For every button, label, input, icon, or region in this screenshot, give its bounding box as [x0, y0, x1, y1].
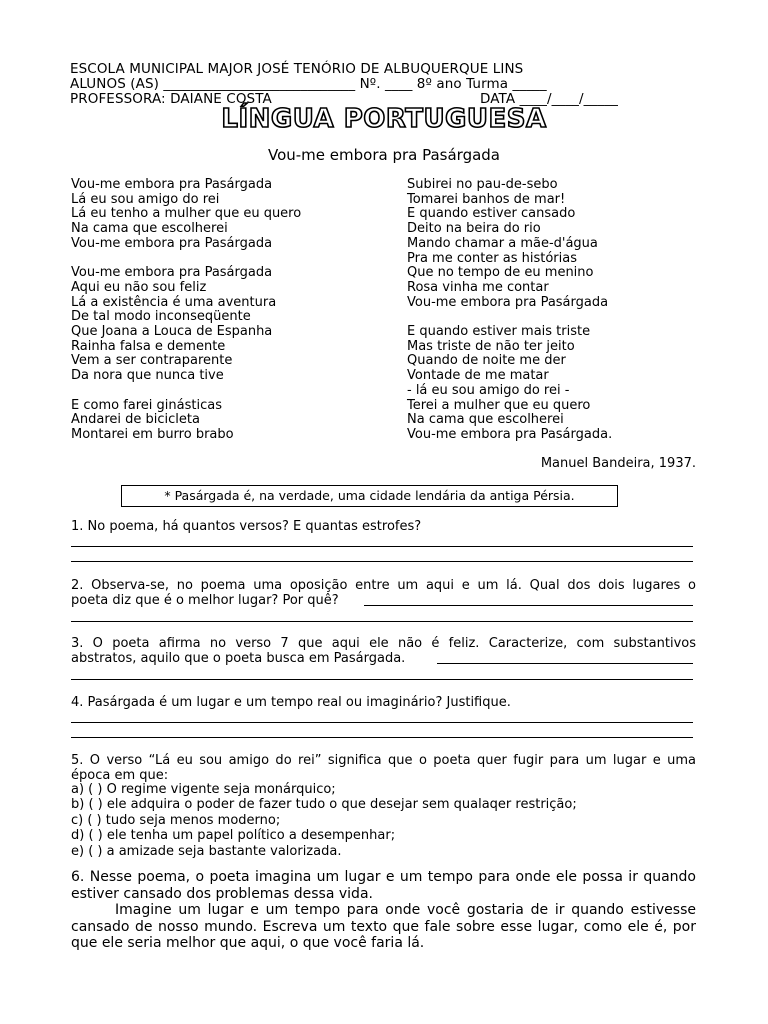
poem-verse: Lá eu tenho a mulher que eu quero: [71, 206, 302, 222]
answer-option[interactable]: b) ( ) ele adquira o poder de fazer tudo o que desejar sem qualaqer restrição;: [71, 797, 577, 813]
answer-line[interactable]: [437, 663, 693, 664]
answer-line[interactable]: [71, 561, 693, 562]
question-3-line-1: 3. O poeta afirma no verso 7 que aqui ele não é feliz. Caracterize, com substantivos: [71, 636, 696, 651]
teacher-name: PROFESSORA: DAIANE COSTA: [70, 91, 272, 107]
poem-verse: Subirei no pau-de-sebo: [407, 177, 558, 192]
poem-title: Vou-me embora pra Pasárgada: [267, 146, 501, 164]
poem-verse: Mando chamar a mãe-d'água: [407, 235, 598, 251]
poem-verse: Da nora que nunca tive: [71, 368, 224, 384]
question-5-options: [71, 782, 577, 859]
poem-verse: Que no tempo de eu menino: [407, 265, 594, 281]
answer-line[interactable]: [364, 605, 693, 606]
poem-author: Manuel Bandeira, 1937.: [540, 456, 696, 471]
answer-line[interactable]: [71, 737, 693, 738]
question-1: 1. No poema, há quantos versos? E quantas estrofes?: [71, 519, 422, 534]
poem-verse: E quando estiver cansado: [407, 206, 576, 222]
students-field: ALUNOS (AS) ____________________________ Nº. ____ 8º ano Turma _____: [70, 76, 547, 92]
poem-verse: Pra me conter as histórias: [407, 250, 578, 266]
answer-line[interactable]: [71, 679, 693, 680]
date-field: DATA ____/____/_____: [480, 91, 618, 107]
poem-verse: De tal modo inconseqüente: [71, 309, 251, 325]
question-3-line-2: abstratos, aquilo que o poeta busca em Pasárgada.: [71, 651, 406, 666]
stanza-gap: [71, 252, 301, 267]
poem-right-column: [407, 178, 612, 443]
page-title: LÍNGUA PORTUGUESA: [221, 104, 547, 134]
question-6-paragraph-2: Imagine um lugar e um tempo para onde você gostaria de ir quando estivesse cansado de nosso mundo. Escreva um texto que fale sobre esse lugar, como ele é, por que ele seria melhor que aqui, o que você faria lá.: [71, 902, 696, 951]
question-4: 4. Pasárgada é um lugar e um tempo real ou imaginário? Justifique.: [71, 695, 511, 710]
question-5-line-2: época em que:: [71, 768, 169, 783]
answer-option[interactable]: d) ( ) ele tenha um papel político a desempenhar;: [71, 828, 396, 844]
stanza-gap: [407, 310, 612, 325]
poem-verse: Lá eu sou amigo do rei: [71, 191, 220, 207]
poem-verse: Quando de noite me der: [407, 353, 566, 369]
poem-verse: Terei a mulher que eu quero: [407, 397, 591, 413]
poem-verse: Vem a ser contraparente: [71, 353, 233, 369]
poem-verse: Lá a existência é uma aventura: [71, 294, 277, 310]
question-6-paragraph-1: 6. Nesse poema, o poeta imagina um lugar e um tempo para onde ele possa ir quando estiver cansado dos problemas dessa vida.: [71, 869, 696, 902]
stanza-gap: [71, 384, 301, 399]
poem-verse: - lá eu sou amigo do rei -: [407, 382, 570, 398]
answer-line[interactable]: [71, 621, 693, 622]
footnote-box: * Pasárgada é, na verdade, uma cidade lendária da antiga Pérsia.: [121, 485, 618, 507]
poem-verse: Vou-me embora pra Pasárgada: [407, 294, 609, 310]
school-name: ESCOLA MUNICIPAL MAJOR JOSÉ TENÓRIO DE ALBUQUERQUE LINS: [70, 61, 524, 77]
poem-verse: Mas triste de não ter jeito: [407, 338, 575, 354]
poem-verse: Vou-me embora pra Pasárgada: [71, 235, 273, 251]
poem-verse: Na cama que escolherei: [407, 412, 564, 428]
answer-option[interactable]: e) ( ) a amizade seja bastante valorizada.: [71, 843, 342, 859]
poem-verse: Deito na beira do rio: [407, 221, 541, 237]
answer-option[interactable]: a) ( ) O regime vigente seja monárquico;: [71, 782, 336, 797]
question-2-line-1: 2. Observa-se, no poema uma oposição entre um aqui e um lá. Qual dos dois lugares o: [71, 578, 696, 593]
answer-line[interactable]: [71, 722, 693, 723]
poem-verse: Andarei de bicicleta: [71, 412, 200, 428]
poem-verse: Rosa vinha me contar: [407, 279, 549, 295]
poem-verse: Vou-me embora pra Pasárgada.: [407, 426, 613, 442]
poem-verse: E como farei ginásticas: [71, 397, 222, 413]
poem-verse: Tomarei banhos de mar!: [407, 191, 566, 207]
poem-left-column: [71, 178, 301, 443]
poem-verse: Na cama que escolherei: [71, 221, 228, 237]
poem-verse: Aqui eu não sou feliz: [71, 279, 207, 295]
poem-verse: Que Joana a Louca de Espanha: [71, 324, 273, 340]
poem-verse: Montarei em burro brabo: [71, 426, 234, 442]
question-5-line-1: 5. O verso “Lá eu sou amigo do rei” significa que o poeta quer fugir para um lugar e uma: [71, 753, 696, 768]
poem-verse: Vou-me embora pra Pasárgada: [71, 177, 273, 192]
question-2-line-2: poeta diz que é o melhor lugar? Por quê?: [71, 593, 339, 608]
poem-verse: Vontade de me matar: [407, 368, 549, 384]
answer-option[interactable]: c) ( ) tudo seja menos moderno;: [71, 812, 281, 828]
poem-verse: E quando estiver mais triste: [407, 324, 591, 340]
poem-verse: Rainha falsa e demente: [71, 338, 226, 354]
poem-verse: Vou-me embora pra Pasárgada: [71, 265, 273, 281]
answer-line[interactable]: [71, 546, 693, 547]
